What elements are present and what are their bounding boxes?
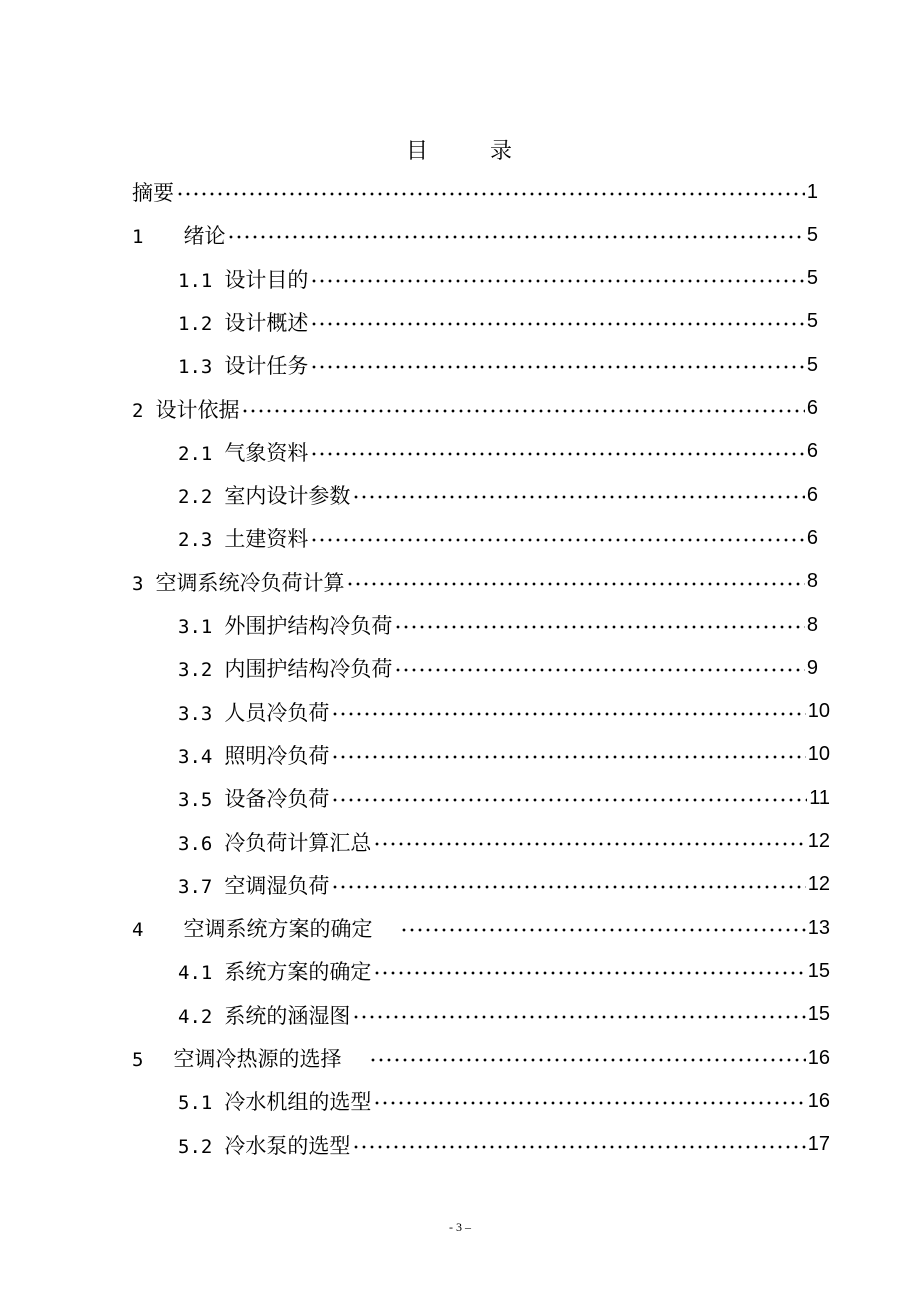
toc-entry-label — [178, 1086, 371, 1116]
toc-leader-dots — [394, 624, 805, 630]
toc-entry-number: 3.1 — [178, 616, 213, 638]
toc-entry-number: 5.2 — [178, 1135, 213, 1158]
toc-section-entry[interactable] — [132, 912, 830, 944]
toc-leader-dots — [310, 537, 805, 543]
toc-page-number: 17 — [807, 1133, 830, 1156]
toc-entry-label — [178, 653, 392, 683]
toc-entry-label — [178, 437, 308, 467]
toc-page-number: 8 — [806, 613, 818, 636]
toc-entry-label — [178, 350, 308, 380]
toc-leader-dots — [310, 321, 805, 327]
toc-page-number: 6 — [806, 397, 818, 419]
toc-subsection-entry[interactable] — [178, 263, 818, 295]
toc-leader-dots — [331, 884, 805, 890]
toc-page-number: 15 — [807, 959, 830, 982]
toc-section-entry[interactable] — [132, 566, 818, 598]
toc-page-number: 5 — [806, 223, 818, 246]
toc-leader-dots — [241, 408, 804, 414]
toc-entry-title: 设计概述 — [224, 310, 309, 335]
toc-entry-label — [178, 480, 350, 510]
toc-entry-title: 外围护结构冷负荷 — [224, 614, 393, 638]
toc-entry-label — [178, 307, 308, 337]
toc-entry-number: 3.2 — [178, 659, 213, 682]
toc-subsection-entry[interactable] — [178, 696, 830, 728]
toc-entry-label — [178, 1000, 350, 1030]
toc-page-number: 15 — [807, 1003, 830, 1026]
toc-entry-title: 设计任务 — [224, 354, 309, 379]
toc-entry-title: 冷水泵的选型 — [224, 1133, 351, 1158]
title-char-2: 录 — [490, 139, 515, 164]
toc-entry-number: 3.6 — [178, 832, 213, 855]
toc-page-number: 16 — [807, 1089, 830, 1112]
toc-entry-number: 4.1 — [178, 962, 213, 985]
toc-entry-number: 1.1 — [178, 269, 213, 292]
toc-section-entry[interactable] — [132, 219, 818, 251]
toc-entry-title: 系统方案的确定 — [224, 960, 372, 985]
toc-entry-label — [178, 523, 308, 553]
toc-subsection-entry[interactable] — [178, 826, 830, 858]
toc-entry-number: 1 — [132, 226, 144, 249]
title-char-1: 目 — [405, 139, 430, 164]
toc-subsection-entry[interactable] — [178, 306, 818, 338]
toc-entry-number: 3.5 — [178, 789, 213, 812]
toc-page-number: 6 — [806, 483, 818, 506]
toc-entry-number: 5 — [132, 1049, 144, 1071]
toc-entry-title: 空调湿负荷 — [224, 873, 330, 898]
toc-subsection-entry[interactable] — [178, 782, 830, 814]
toc-entry-number: 1.2 — [178, 312, 213, 335]
toc-subsection-entry[interactable] — [178, 955, 830, 987]
toc-entry-title: 气象资料 — [224, 440, 309, 465]
toc-entry-title: 摘要 — [132, 181, 174, 205]
toc-entry-number: 4.2 — [178, 1005, 213, 1028]
toc-leader-dots — [331, 797, 807, 803]
toc-entry-label — [132, 913, 372, 943]
toc-section-entry[interactable] — [132, 176, 818, 208]
toc-leader-dots — [352, 1014, 805, 1020]
toc-entry-title: 人员冷负荷 — [224, 700, 330, 725]
toc-page-number: 13 — [807, 916, 830, 939]
toc-subsection-entry[interactable] — [178, 522, 818, 554]
page-footer-number: - 3 – — [449, 1220, 471, 1234]
toc-subsection-entry[interactable] — [178, 652, 818, 684]
toc-entry-number: 3.3 — [178, 702, 213, 725]
toc-entry-label — [132, 177, 174, 207]
toc-entry-title: 照明冷负荷 — [224, 743, 330, 768]
toc-page-number: 12 — [807, 830, 830, 852]
toc-entry-label — [178, 827, 371, 857]
toc-page-number: 5 — [806, 353, 818, 376]
toc-page-number: 10 — [807, 700, 830, 723]
toc-leader-dots — [373, 841, 805, 847]
toc-subsection-entry[interactable] — [178, 436, 818, 468]
toc-entry-number: 2.1 — [178, 442, 213, 465]
toc-subsection-entry[interactable] — [178, 1129, 830, 1161]
toc-leader-dots — [310, 364, 805, 370]
toc-leader-dots — [176, 191, 805, 197]
toc-entry-title: 冷水机组的选型 — [224, 1090, 372, 1115]
toc-leader-dots — [331, 754, 805, 760]
toc-leader-dots — [310, 451, 805, 457]
toc-subsection-entry[interactable] — [178, 609, 818, 641]
toc-leader-dots — [394, 667, 805, 673]
toc-page-number: 16 — [807, 1046, 830, 1069]
toc-entry-label — [178, 956, 371, 986]
toc-section-entry[interactable] — [132, 393, 818, 425]
toc-entry-number: 2 — [132, 399, 144, 422]
toc-leader-dots — [346, 581, 804, 587]
toc-section-entry[interactable] — [132, 1042, 830, 1074]
toc-entry-number: 5.1 — [178, 1092, 213, 1115]
toc-subsection-entry[interactable] — [178, 999, 830, 1031]
toc-subsection-entry[interactable] — [178, 479, 818, 511]
toc-entry-title: 设备冷负荷 — [224, 787, 330, 812]
toc-entry-title: 冷负荷计算汇总 — [224, 830, 372, 855]
toc-entry-label — [132, 394, 239, 424]
toc-entry-label — [178, 783, 329, 813]
toc-entry-title: 内围护结构冷负荷 — [224, 657, 393, 682]
toc-entry-number: 3.4 — [178, 745, 213, 768]
toc-page-number: 12 — [807, 873, 830, 896]
toc-entry-label — [178, 610, 392, 640]
toc-entry-label — [132, 220, 225, 250]
toc-entry-label — [178, 264, 308, 294]
toc-entry-number: 2.3 — [178, 529, 213, 552]
toc-page-number: 1 — [806, 180, 818, 203]
toc-leader-dots — [369, 1057, 805, 1063]
toc-page-number: 5 — [806, 310, 818, 333]
toc-entry-label — [178, 697, 329, 727]
toc-page-number: 6 — [806, 526, 818, 549]
toc-leader-dots — [331, 711, 805, 717]
toc-entry-label — [132, 1043, 341, 1073]
toc-leader-dots — [352, 1144, 805, 1150]
toc-entry-title: 空调系统冷负荷计算 — [155, 570, 345, 595]
toc-entry-title: 空调系统方案的确定 — [183, 917, 373, 942]
toc-entry-title: 设计依据 — [155, 397, 240, 422]
toc-entry-number: 3.7 — [178, 875, 213, 898]
toc-entry-title: 设计目的 — [224, 267, 309, 292]
toc-leader-dots — [373, 970, 805, 976]
toc-entry-label — [178, 1130, 350, 1160]
page-title — [0, 134, 920, 165]
toc-entry-number: 1.3 — [178, 356, 213, 379]
toc-entry-label — [132, 567, 344, 597]
toc-leader-dots — [373, 1100, 805, 1106]
toc-entry-title: 系统的涵湿图 — [224, 1003, 351, 1028]
toc-entry-title: 室内设计参数 — [224, 484, 351, 509]
toc-entry-label — [178, 870, 329, 900]
toc-leader-dots — [227, 234, 804, 240]
toc-page-number: 5 — [806, 267, 818, 290]
toc-leader-dots — [352, 494, 805, 500]
toc-entry-number: 2.2 — [178, 486, 213, 509]
toc-page-number: 11 — [809, 786, 830, 809]
toc-entry-number: 4 — [132, 919, 144, 942]
toc-page-number: 8 — [806, 570, 818, 593]
toc-page-number: 6 — [806, 440, 818, 463]
toc-subsection-entry[interactable] — [178, 739, 830, 771]
toc-page-number: 10 — [807, 743, 830, 766]
toc-subsection-entry[interactable] — [178, 349, 818, 381]
toc-subsection-entry[interactable] — [178, 1085, 830, 1117]
toc-page-number: 9 — [806, 656, 818, 679]
toc-entry-title: 土建资料 — [224, 527, 309, 552]
toc-entry-label — [178, 740, 329, 770]
toc-entry-title: 空调冷热源的选择 — [173, 1047, 342, 1071]
toc-subsection-entry[interactable] — [178, 869, 830, 901]
toc-leader-dots — [400, 927, 805, 933]
toc-entry-number: 3 — [132, 572, 144, 595]
toc-entry-title: 绪论 — [183, 224, 226, 249]
toc-leader-dots — [310, 278, 805, 284]
